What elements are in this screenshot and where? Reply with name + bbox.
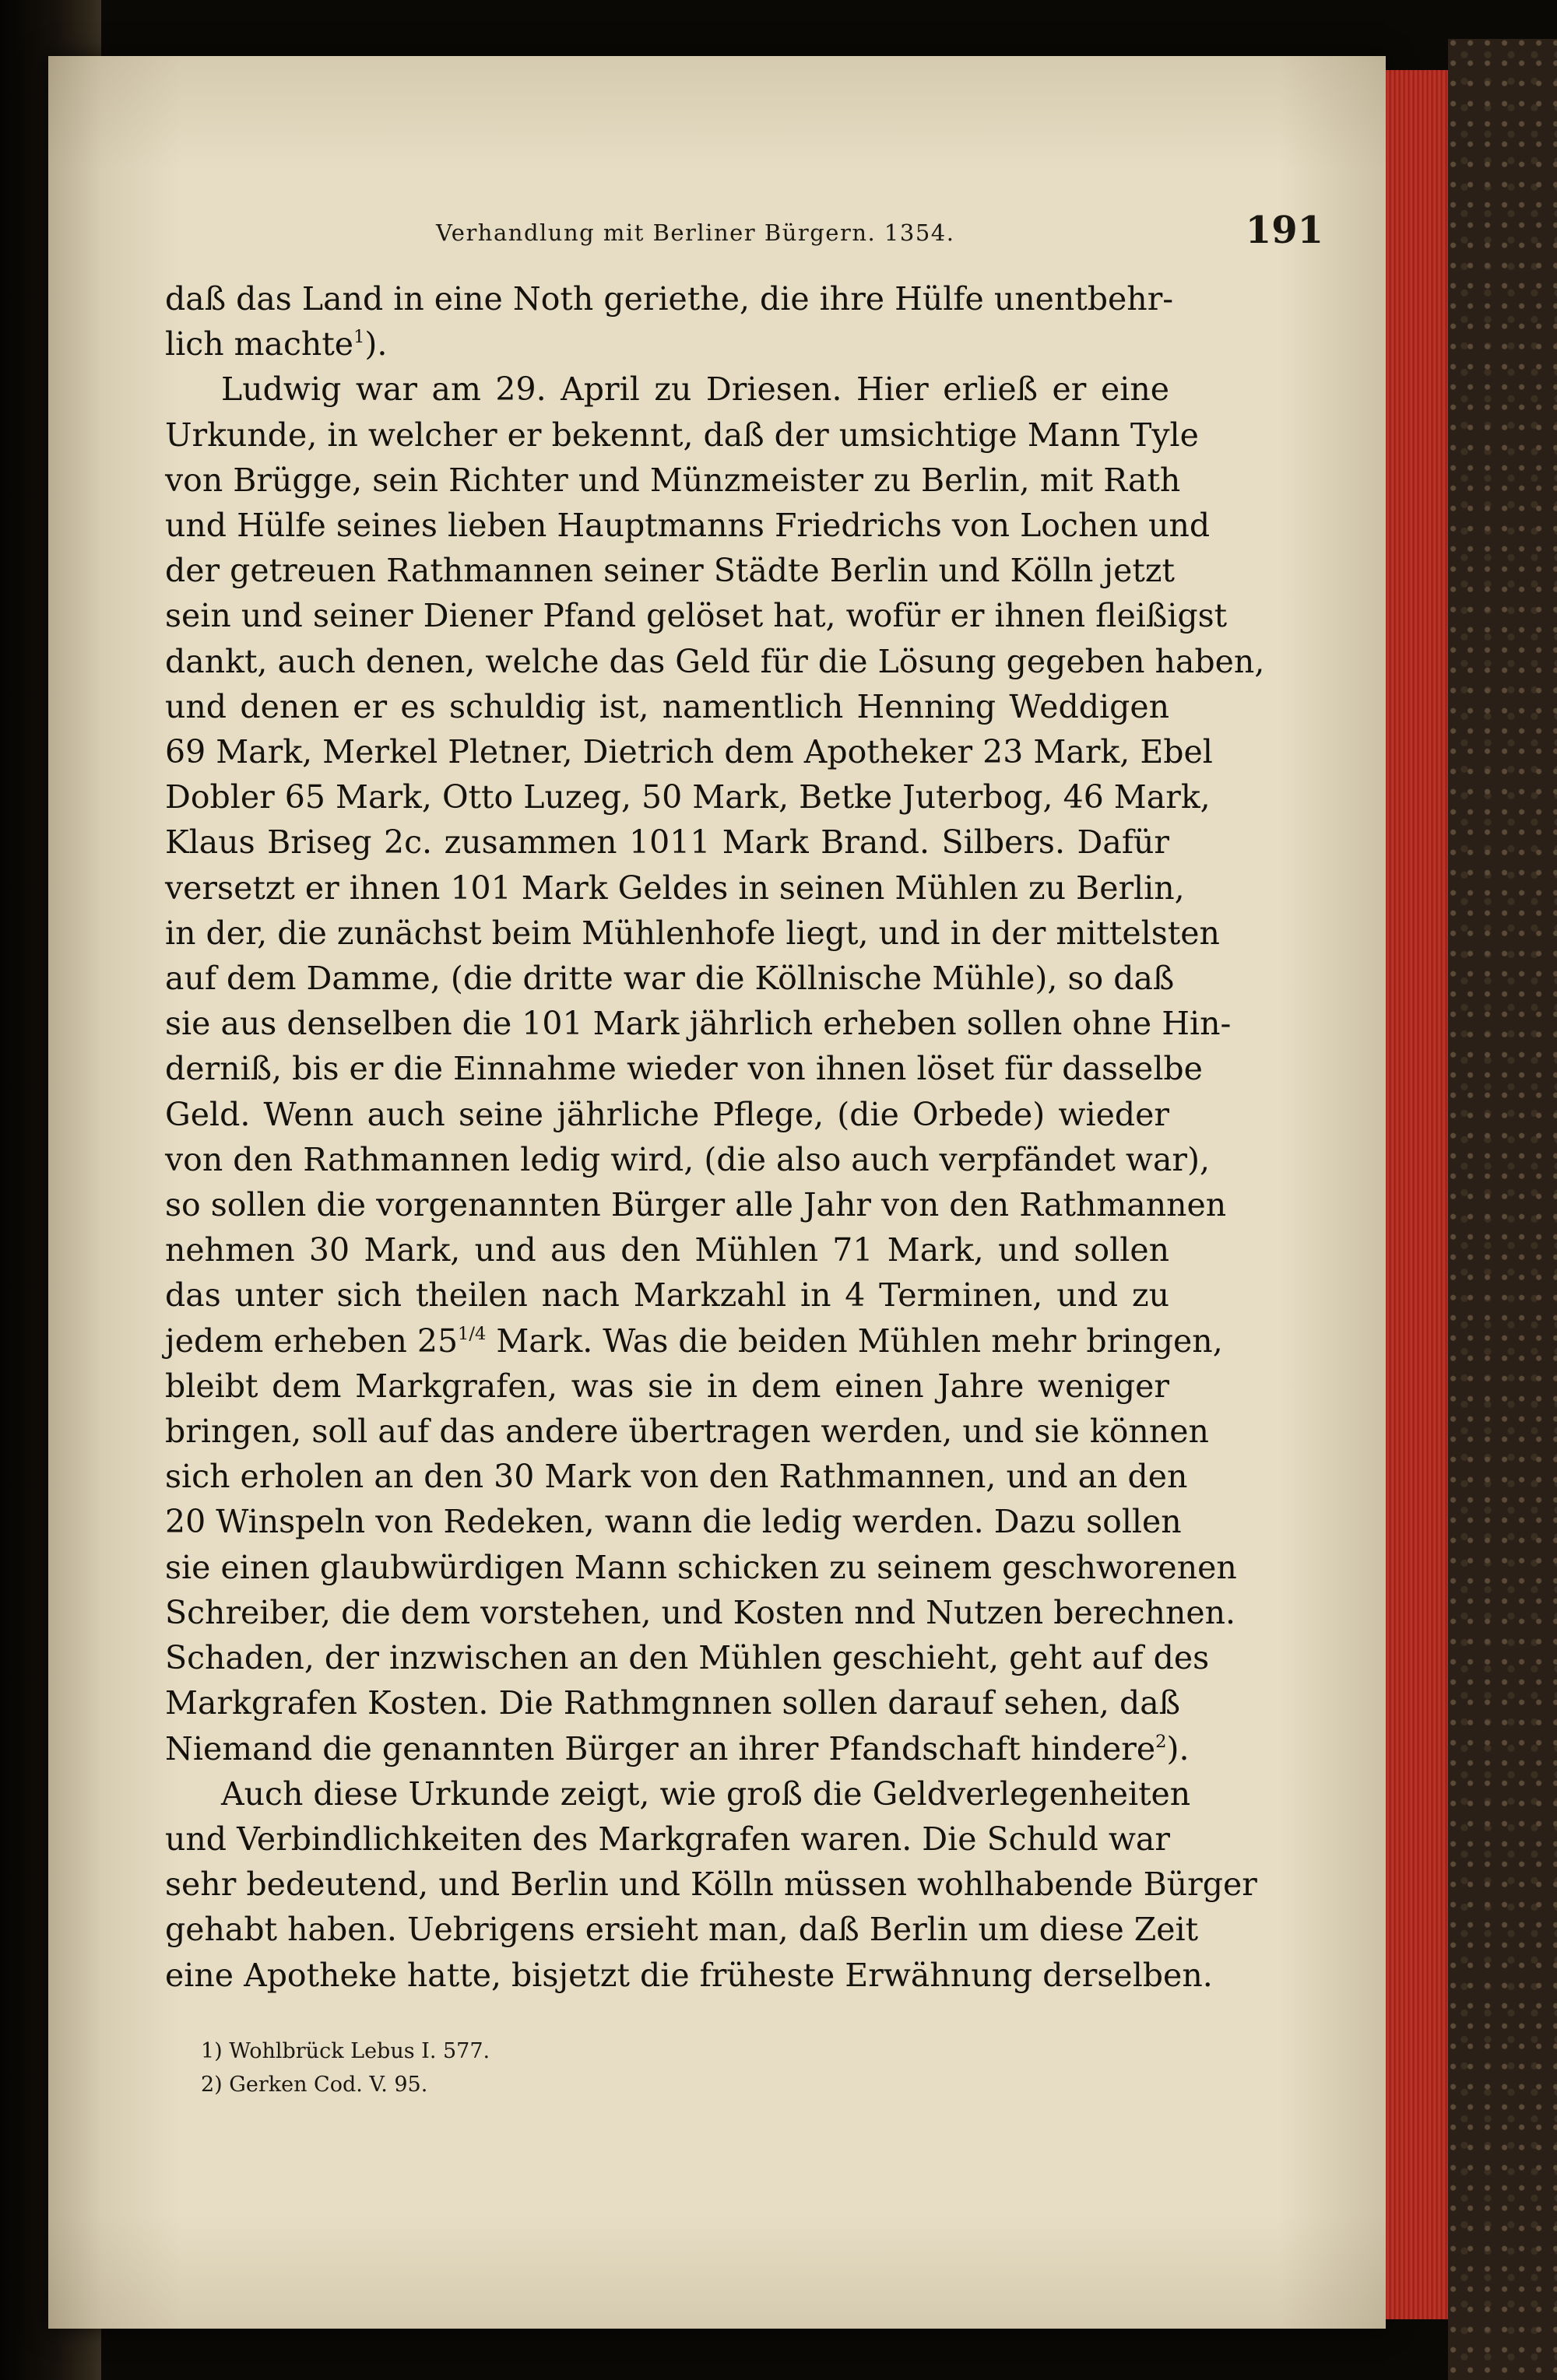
text-line: das unter sich theilen nach Markzahl in 4 Terminen, und zu — [165, 1276, 1169, 1315]
text-line: Niemand die genannten Bürger an ihrer Pfandschaft hindere$^2$). — [165, 1729, 1190, 1767]
text-line: derniß, bis er die Einnahme wieder von ihnen löset für dasselbe — [165, 1050, 1203, 1088]
text-line: sie aus denselben die 101 Mark jährlich erheben sollen ohne Hin- — [165, 1005, 1232, 1043]
text-line: sehr bedeutend, und Berlin und Kölln müssen wohlhabende Bürger — [165, 1866, 1257, 1904]
footnote: 1) Wohlbrück Lebus I. 577. — [201, 2039, 490, 2063]
text-line: daß das Land in eine Noth geriethe, die ihre Hülfe unentbehr- — [165, 280, 1174, 318]
text-line: auf dem Damme, (die dritte war die Köllnische Mühle), so daß — [165, 960, 1175, 998]
text-line: und Verbindlichkeiten des Markgrafen waren. Die Schuld war — [165, 1820, 1170, 1858]
text-line: nehmen 30 Mark, und aus den Mühlen 71 Mark, und sollen — [165, 1231, 1169, 1269]
text-line: sie einen glaubwürdigen Mann schicken zu seinem geschworenen — [165, 1548, 1237, 1586]
text-line: von den Rathmannen ledig wird, (die also auch verpfändet war), — [165, 1140, 1211, 1178]
footnotes — [201, 2034, 1135, 2101]
text-line: Geld. Wenn auch seine jährliche Pflege, (die Orbede) wieder — [165, 1095, 1169, 1133]
text-line: 20 Winspeln von Redeken, wann die ledig werden. Dazu sollen — [165, 1503, 1182, 1541]
text-line: gehabt haben. Uebrigens ersieht man, daß Berlin um diese Zeit — [165, 1911, 1199, 1949]
footnote-marker: 1/4 — [458, 1323, 487, 1344]
text-line: Urkunde, in welcher er bekennt, daß der umsichtige Mann Tyle — [165, 416, 1199, 454]
page-edge-red — [1386, 70, 1448, 2319]
text-line: sich erholen an den 30 Mark von den Rathmannen, und an den — [165, 1458, 1188, 1496]
book-cover-marbled — [1448, 39, 1557, 2380]
running-title: Verhandlung mit Berliner Bürgern. 1354. — [436, 219, 955, 246]
text-line: 69 Mark, Merkel Pletner, Dietrich dem Apotheker 23 Mark, Ebel — [165, 733, 1213, 771]
text-line: in der, die zunächst beim Mühlenhofe liegt, und in der mittelsten — [165, 914, 1220, 952]
text-line: versetzt er ihnen 101 Mark Geldes in seinen Mühlen zu Berlin, — [165, 869, 1185, 907]
text-line: jedem erheben $25^{1/4}$ Mark. Was die beiden Mühlen mehr bringen, — [165, 1322, 1223, 1360]
footnote-marker: 2 — [1155, 1731, 1167, 1752]
text-line: Schreiber, die dem vorstehen, und Kosten nnd Nutzen berechnen. — [165, 1593, 1236, 1631]
page-header — [436, 209, 1370, 266]
text-line: lich machte$^1$). — [165, 325, 388, 363]
body-text — [165, 276, 1265, 1998]
text-line: Klaus Briseg 2c. zusammen 1011 Mark Brand. Silbers. Dafür — [165, 823, 1169, 862]
text-line: bringen, soll auf das andere übertragen werden, und sie können — [165, 1413, 1209, 1451]
text-line: Dobler 65 Mark, Otto Luzeg, 50 Mark, Betke Juterbog, 46 Mark, — [165, 778, 1211, 816]
text-line: von Brügge, sein Richter und Münzmeister zu Berlin, mit Rath — [165, 461, 1181, 499]
text-line: Schaden, der inzwischen an den Mühlen geschieht, geht auf des — [165, 1639, 1210, 1677]
text-line: und Hülfe seines lieben Hauptmanns Friedrichs von Lochen und — [165, 507, 1211, 545]
text-line: eine Apotheke hatte, bisjetzt die früheste Erwähnung derselben. — [165, 1956, 1213, 1994]
text-line: und denen er es schuldig ist, namentlich Henning Weddigen — [165, 687, 1169, 725]
text-line: so sollen die vorgenannten Bürger alle Jahr von den Rathmannen — [165, 1186, 1227, 1224]
text-line: der getreuen Rathmannen seiner Städte Berlin und Kölln jetzt — [165, 552, 1175, 590]
text-line: Auch diese Urkunde zeigt, wie groß die Geldverlegenheiten — [221, 1774, 1191, 1813]
footnote: 2) Gerken Cod. V. 95. — [201, 2073, 428, 2097]
page-number: 191 — [1245, 209, 1323, 252]
text-line: bleibt dem Markgrafen, was sie in dem einen Jahre weniger — [165, 1367, 1169, 1405]
text-line: dankt, auch denen, welche das Geld für die Lösung gegeben haben, — [165, 642, 1265, 680]
text-line: Ludwig war am 29. April zu Driesen. Hier erließ er eine — [221, 370, 1169, 409]
text-line: sein und seiner Diener Pfand gelöset hat, wofür er ihnen fleißigst — [165, 597, 1228, 635]
footnote-marker: 1 — [353, 327, 365, 348]
text-line: Markgrafen Kosten. Die Rathmgnnen sollen darauf sehen, daß — [165, 1684, 1181, 1722]
